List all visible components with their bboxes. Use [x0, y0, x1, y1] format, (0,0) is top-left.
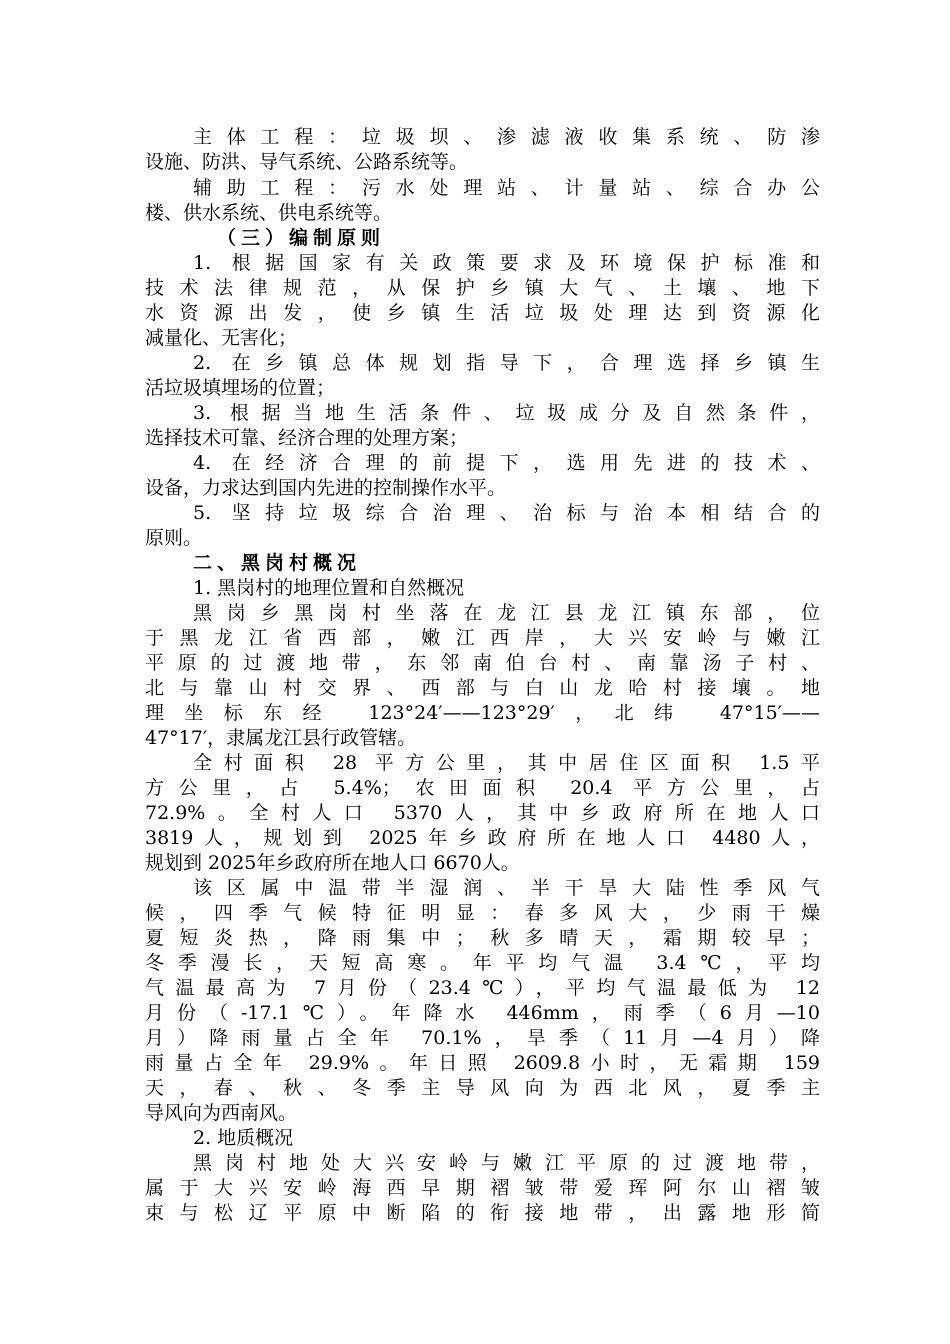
text-line: 黑岗村地处大兴安岭与嫩江平原的过渡地带， [193, 1152, 820, 1174]
text-line: 原则。 [145, 527, 203, 549]
text-line: 于黑龙江省西部，嫩江西岸，大兴安岭与嫩江 [145, 627, 820, 649]
text-line: 束与松辽平原中断陷的衔接地带，出露地形简 [145, 1202, 820, 1224]
text-line: 属于大兴安岭海西早期褶皱带爱珲阿尔山褶皱 [145, 1177, 820, 1199]
text-line: 47°17′，隶属龙江县行政管辖。 [145, 727, 417, 749]
text-line: 减量化、无害化； [145, 327, 298, 349]
text-line: 3819人，规划到 2025年乡政府所在地人口 4480人， [145, 827, 820, 849]
text-line: 理坐标东经 123°24′——123°29′，北纬 47°15′—— [145, 702, 820, 724]
chapter-heading: 二、黑岗村概况 [193, 552, 362, 574]
text-line: 方公里，占 5.4%；农田面积 20.4 平方公里，占 [145, 777, 820, 799]
text-line: 规划到 2025年乡政府所在地人口 6670人。 [145, 852, 520, 874]
text-line: 平原的过渡地带，东邻南伯台村、南靠汤子村、 [145, 652, 820, 674]
text-line: 4. 在经济合理的前提下，选用先进的技术、 [193, 452, 820, 474]
text-line: 导风向为西南风。 [145, 1102, 298, 1124]
text-line: 该区属中温带半湿润、半干旱大陆性季风气 [193, 877, 820, 899]
text-line: 72.9%。全村人口 5370人，其中乡政府所在地人口 [145, 802, 820, 824]
subsection-heading: 1. 黑岗村的地理位置和自然概况 [193, 577, 465, 599]
text-line: 设施、防洪、导气系统、公路系统等。 [145, 151, 469, 173]
text-line: 1. 根据国家有关政策要求及环境保护标准和 [193, 252, 820, 274]
text-line: 全村面积 28 平方公里，其中居住区面积 1.5平 [193, 752, 820, 774]
text-line: 辅助工程：污水处理站、计量站、综合办公 [193, 177, 820, 199]
text-line: 楼、供水系统、供电系统等。 [145, 202, 393, 224]
section-heading: （三）编制原则 [217, 227, 386, 249]
text-line: 冬季漫长，天短高寒。年平均气温 3.4℃，平均 [145, 952, 820, 974]
text-line: 夏短炎热，降雨集中；秋多晴天，霜期较早； [145, 927, 820, 949]
text-line: 北与靠山村交界、西部与白山龙哈村接壤。地 [145, 677, 820, 699]
text-line: 5. 坚持垃圾综合治理、治标与治本相结合的 [193, 502, 820, 524]
text-line: 3. 根据当地生活条件、垃圾成分及自然条件， [193, 402, 820, 424]
text-line: 水资源出发，使乡镇生活垃圾处理达到资源化 [145, 302, 820, 324]
text-line: 设备，力求达到国内先进的控制操作水平。 [145, 477, 507, 499]
text-line: 2. 在乡镇总体规划指导下，合理选择乡镇生 [193, 352, 820, 374]
text-line: 天，春、秋、冬季主导风向为西北风，夏季主 [145, 1077, 820, 1099]
text-line: 技术法律规范，从保护乡镇大气、土壤、地下 [145, 277, 820, 299]
text-line: 主体工程：垃圾坝、渗滤液收集系统、防渗 [193, 126, 820, 148]
text-line: 气温最高为 7月份（23.4℃），平均气温最低为 12 [145, 977, 820, 999]
text-line: 月）降雨量占全年 70.1%，旱季（11月—4月）降 [145, 1027, 820, 1049]
text-line: 月份（-17.1℃）。年降水 446mm，雨季（6月—10 [145, 1002, 820, 1024]
subsection-heading: 2. 地质概况 [193, 1127, 294, 1149]
text-line: 选择技术可靠、经济合理的处理方案； [145, 427, 469, 449]
text-line: 黑岗乡黑岗村坐落在龙江县龙江镇东部，位 [193, 602, 820, 624]
text-line: 候，四季气候特征明显：春多风大，少雨干燥 [145, 902, 820, 924]
text-line: 活垃圾填埋场的位置； [145, 377, 336, 399]
text-line: 雨量占全年 29.9%。年日照 2609.8小时，无霜期 159 [145, 1052, 820, 1074]
